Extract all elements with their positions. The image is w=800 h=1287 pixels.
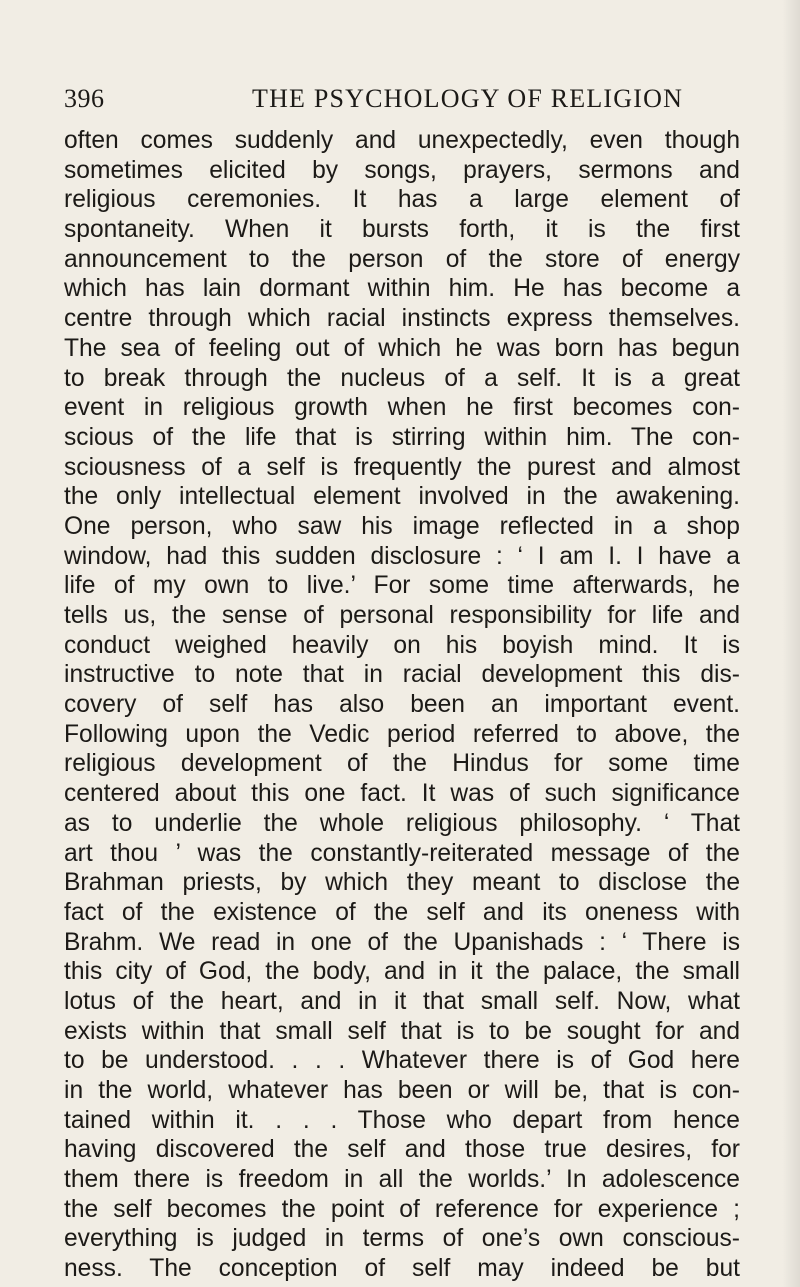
page-edge-shadow [782, 0, 800, 1287]
text-line: sciousness of a self is frequently the purest and almost [64, 453, 740, 481]
text-line: the only intellectual element involved in the awakening. [64, 483, 740, 511]
text-line: this city of God, the body, and in it the palace, the small [64, 958, 740, 986]
text-line: which has lain dormant within him. He has become a [64, 275, 740, 303]
text-line: announcement to the person of the store of energy [64, 245, 740, 273]
text-line: Following upon the Vedic period referred to above, the [64, 720, 740, 748]
text-line: scious of the life that is stirring within him. The con- [64, 423, 740, 451]
text-line: One person, who saw his image reflected in a shop [64, 512, 740, 540]
text-line: centre through which racial instincts express themselves. [64, 305, 740, 333]
text-line: as to underlie the whole religious philosophy. ‘ That [64, 809, 740, 837]
text-line: to break through the nucleus of a self. It is a great [64, 364, 740, 392]
text-line: tained within it. . . . Those who depart from hence [64, 1106, 740, 1134]
text-line: lotus of the heart, and in it that small self. Now, what [64, 987, 740, 1015]
text-line: religious ceremonies. It has a large element of [64, 186, 740, 214]
text-line: in the world, whatever has been or will be, that is con- [64, 1077, 740, 1104]
page-header [64, 84, 744, 118]
text-line: centered about this one fact. It was of such significance [64, 780, 740, 808]
text-line: ness. The conception of self may indeed be but [64, 1255, 740, 1283]
text-line: window, had this sudden disclosure : ‘ I am I. I have a [64, 542, 740, 570]
text-line: instructive to note that in racial development this dis- [64, 661, 740, 689]
text-line: everything is judged in terms of one’s own conscious- [64, 1225, 740, 1253]
text-line: art thou ’ was the constantly-reiterated message of the [64, 839, 740, 867]
text-line: conduct weighed heavily on his boyish mind. It is [64, 631, 740, 659]
page-number: 396 [64, 84, 105, 113]
text-line: having discovered the self and those true desires, for [64, 1136, 740, 1164]
text-line: event in religious growth when he first becomes con- [64, 394, 740, 422]
text-line: exists within that small self that is to be sought for and [64, 1017, 740, 1045]
text-line: them there is freedom in all the worlds.’ In adolescence [64, 1166, 740, 1194]
text-line: the self becomes the point of reference for experience ; [64, 1195, 740, 1223]
text-line: often comes suddenly and unexpectedly, even though [64, 127, 740, 154]
text-line: Brahman priests, by which they meant to disclose the [64, 869, 740, 897]
text-line: fact of the existence of the self and its oneness with [64, 898, 740, 926]
text-line: Brahm. We read in one of the Upanishads : ‘ There is [64, 928, 740, 956]
running-title: THE PSYCHOLOGY OF RELIGION [252, 84, 684, 113]
text-line: covery of self has also been an important event. [64, 691, 740, 719]
text-line: tells us, the sense of personal responsibility for life and [64, 602, 740, 629]
text-line: life of my own to live.’ For some time afterwards, he [64, 572, 740, 600]
text-line: The sea of feeling out of which he was born has begun [64, 334, 740, 362]
body-text [64, 126, 740, 1284]
text-line: to be understood. . . . Whatever there is of God here [64, 1047, 740, 1075]
text-line: spontaneity. When it bursts forth, it is the first [64, 216, 740, 244]
text-line: sometimes elicited by songs, prayers, sermons and [64, 156, 740, 184]
text-line: religious development of the Hindus for some time [64, 750, 740, 778]
